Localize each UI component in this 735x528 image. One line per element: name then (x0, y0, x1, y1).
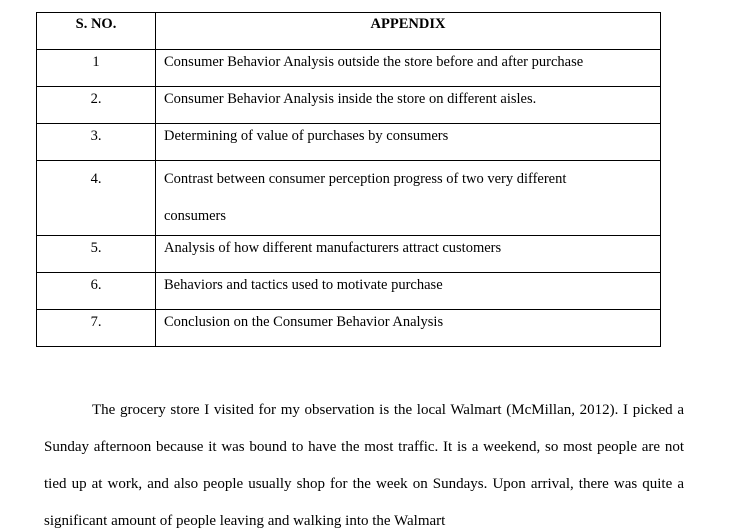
row-number: 4. (37, 161, 156, 236)
row-title: Conclusion on the Consumer Behavior Analysis (156, 310, 661, 347)
row-title-line-2: consumers (164, 208, 227, 224)
row-title: Consumer Behavior Analysis outside the store before and after purchase (156, 50, 661, 87)
table-row (37, 124, 661, 161)
row-title: Determining of value of purchases by consumers (156, 124, 661, 161)
row-title: Consumer Behavior Analysis inside the store on different aisles. (156, 87, 661, 124)
table-row (37, 236, 661, 273)
header-serial-number: S. NO. (37, 13, 156, 50)
table-header-row (37, 13, 661, 50)
appendix-table (36, 12, 661, 347)
table-row (37, 87, 661, 124)
header-appendix: APPENDIX (156, 13, 661, 50)
table-row (37, 310, 661, 347)
row-number: 2. (37, 87, 156, 124)
row-title (156, 161, 661, 236)
body-paragraph: The grocery store I visited for my observation is the local Walmart (McMillan, 2012). I picked a Sunday afternoon because it was bound to have the most traffic. It is a weekend, so most people are not tied up at work, and also people usually shop for the week on Sundays. Upon arrival, there was quite a significant amount of people leaving and walking into the Walmart (44, 402, 684, 528)
row-number: 7. (37, 310, 156, 347)
row-number: 1 (37, 50, 156, 87)
table-row (37, 161, 661, 236)
row-title-line-1: Contrast between consumer perception progress of two very different (164, 171, 567, 187)
table-row (37, 50, 661, 87)
table-row (37, 273, 661, 310)
row-number: 5. (37, 236, 156, 273)
row-number: 6. (37, 273, 156, 310)
row-title: Analysis of how different manufacturers attract customers (156, 236, 661, 273)
row-title: Behaviors and tactics used to motivate purchase (156, 273, 661, 310)
row-number: 3. (37, 124, 156, 161)
